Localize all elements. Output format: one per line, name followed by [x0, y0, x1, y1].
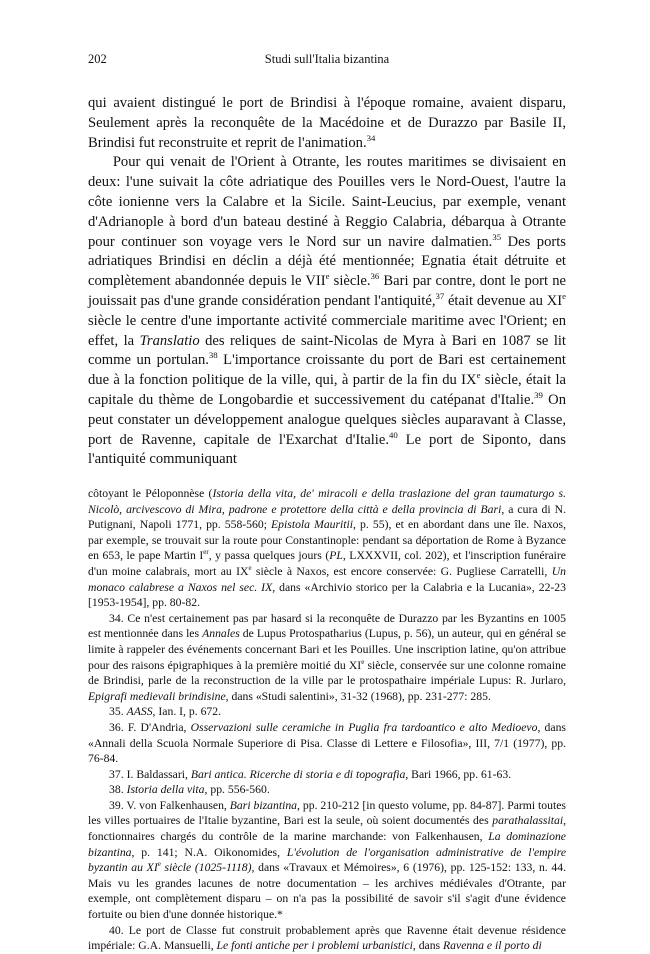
- footnote-36: 36. F. D'Andria, Osservazioni sulle ceramiche in Puglia fra tardoantico e alto Medioevo, dans «Annali della Scuola Normale Superiore di Pisa. Classe di Lettere e Filosofia», III, 7/1 (1977), pp. 76-84.: [88, 720, 566, 766]
- page-header: [88, 52, 566, 72]
- paragraph-1: qui avaient distingué le port de Brindisi à l'époque romaine, avaient disparu, Seulement après la reconquête de la Macédoine et de Durazzo par Basile II, Brindisi fut reconstruite et reprit de l'animation.$^{34}$: [88, 95, 566, 151]
- main-text: [88, 94, 566, 470]
- footnote-ref-36: 36: [370, 271, 380, 282]
- footnote-continuation: côtoyant le Péloponnèse (Istoria della vita, de' miracoli e della traslazione del gran taumaturgo s. Nicolò, arcivescovo di Mira, padrone e protettore della città e della provincia di Bari, a cura di N. Putignani, Napoli 1771, pp. 558-560; Epistola Mauritii, p. 55), et en abordant dans une île. Naxos, par exemple, se trouvait sur la route pour Constantinople: pendant sa déportation de Rome à Byzance en 653, le pape Martin Ier, y passa quelques jours (PL, LXXXVII, col. 202), et l'inscription funéraire d'un moine calabrais, mort au IXe siècle à Naxos, est encore conservée: G. Pugliese Carratelli, Un monaco calabrese a Naxos nel sec. IX, dans «Archivio storico per la Calabria e la Lucania», 22-23 [1953-1954], pp. 80-82.: [88, 487, 566, 610]
- page-number: 202: [88, 52, 107, 66]
- footnote-35: 35. AASS, Ian. I, p. 672.: [109, 705, 222, 719]
- footnotes: [88, 486, 566, 954]
- footnote-34: 34. Ce n'est certainement pas par hasard si la reconquête de Durazzo par les Byzantins en 1005 est mentionnée dans les Annales de Lupus Protospatharius (Lupus, p. 56), un auteur, qui en général se limite à rappeler des événements concernant Bari et les Pouilles. Une inscription latine, qu'on attribue pour des raisons épigraphiques à la première moitié du XIe siècle, conservée sur une colonne romaine de Brindisi, parle de la reconstruction de la ville par le protospathaire impériale Lupus: R. Jurlaro, Epigrafi medievali brindisine, dans «Studi salentini», 31-32 (1968), pp. 231-277: 285.: [88, 611, 566, 703]
- footnote-ref-38: 38: [208, 350, 218, 361]
- footnote-ref-34: 34: [366, 132, 376, 143]
- footnote-38: 38. Istoria della vita, pp. 556-560.: [109, 783, 270, 797]
- footnote-37: 37. I. Baldassari, Bari antica. Ricerche di storia e di topografia, Bari 1966, pp. 61-63.: [109, 767, 512, 781]
- footnote-ref-40: 40: [388, 429, 398, 440]
- footnote-40: 40. Le port de Classe fut construit probablement après que Ravenne était devenue résidence impériale: G.A. Mansuelli, Le fonti antiche per i problemi urbanistici, dans Ravenna e il porto di: [88, 923, 566, 953]
- footnote-39: 39. V. von Falkenhausen, Bari bizantina, pp. 210-212 [in questo volume, pp. 84-87]. Parmi toutes les villes portuaires de l'Italie byzantine, Bari est la seule, où soient documentés des parathalassitai, fonctionnaires chargés du contrôle de la marine marchande: von Falkenhausen, La dominazione bizantina, p. 141; N.A. Oikonomides, L'évolution de l'organisation administrative de l'empire byzantin au XIe siècle (1025-1118), dans «Travaux et Mémoires», 6 (1976), pp. 125-152: 133, n. 44. Mais vu les grandes lacunes de notre documentation – les archives médiévales d'Otrante, par exemple, ont complètement disparu – on n'a pas la possibilité de savoir s'il s'agit d'une évidence fortuite ou bien d'une donnée historique.*: [88, 798, 567, 922]
- footnote-ref-35: 35: [492, 231, 502, 242]
- running-title: Studi sull'Italia bizantina: [264, 52, 390, 66]
- footnote-ref-39: 39: [534, 390, 543, 401]
- footnote-ref-37: 37: [435, 291, 445, 302]
- paragraph-2: Pour qui venait de l'Orient à Otrante, les routes maritimes se divisaient en deux: l'une suivait la côte adriatique des Pouilles vers le Nord-Ouest, l'autre la côte ionienne vers la Calabre et la Sicile. Saint-Leucius, par exemple, venant d'Adrianople à bord d'un bateau destiné à Reggio Calabria, débarqua à Otrante pour continuer son voyage vers le Nord sur un navire dalmatien.$^{35}$ Des ports adriatiques Brindisi en déclin a déjà été mentionnée; Egnatia était détruite et complètement abandonnée depuis le VIIe siècle.$^{36}$ Bari par contre, dont le port ne jouissait pas d'une grande considération pendant l'antiquité,$^{37}$ était devenue au XIe siècle le centre d'une importante activité commerciale maritime avec l'Orient; en effet, la Translatio des reliques de saint-Nicolas de Myra à Bari en 1087 se lit comme un portulan.$^{38}$ L'importance croissante du port de Bari est certainement due à la fonction politique de la ville, qui, à partir de la fin du IXe siècle, était la capitale du thème de Longobardie et successivement du catépanat d'Italie.$^{39}$ On peut constater un développement analogue quelques siècles auparavant à Classe, port de Ravenne, capitale de l'Exarchat d'Italie.$^{40}$ Le port de Siponto, dans l'antiquité communiquant: [88, 154, 567, 468]
